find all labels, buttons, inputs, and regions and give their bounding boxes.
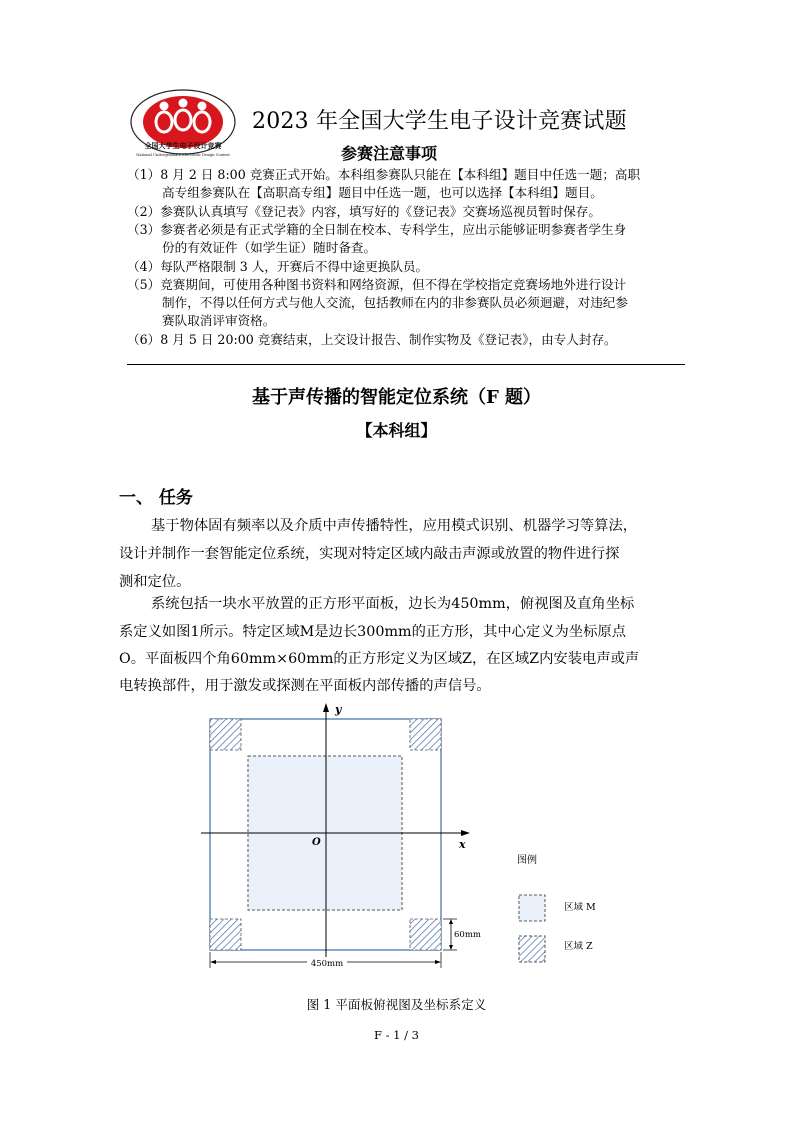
x-axis-label: x [459, 838, 466, 851]
legend-label-z: 区域 Z [564, 941, 593, 952]
notice-line: （2）参赛队认真填写《登记表》内容，填写好的《登记表》交赛场巡视员暂时保存。 [127, 204, 601, 219]
figure-caption: 图 1 平面板俯视图及坐标系定义 [306, 997, 487, 1012]
figure-plate-diagram [195, 700, 615, 980]
document-title: 2023 年全国大学生电子设计竞赛试题 [252, 109, 627, 134]
region-z-bottom-left [210, 919, 241, 950]
region-z-bottom-right [410, 919, 441, 950]
notice-line: 制作，不得以任何方式与他人交流，包括教师在内的非参赛队员必须迴避，对违纪参 [162, 295, 628, 310]
problem-title: 基于声传播的智能定位系统（F 题） [251, 387, 542, 408]
notice-title: 参赛注意事项 [341, 144, 438, 163]
notice-line: 高专组参赛队在【高职高专组】题目中任选一题，也可以选择【本科组】题目。 [162, 185, 603, 200]
legend-swatch-m [519, 895, 545, 921]
legend-title: 图例 [517, 855, 537, 866]
origin-label: O [312, 837, 321, 848]
legend-label-m: 区域 M [564, 902, 596, 913]
paragraph-line: 基于物体固有频率以及介质中声传播特性，应用模式识别、机器学习等算法， [151, 518, 638, 534]
notice-line: （3）参赛者必须是有正式学籍的全日制在校本、专科学生，应出示能够证明参赛者学生身 [127, 222, 627, 237]
paragraph-line: 系定义如图1所示。特定区域M是边长300mm的正方形，其中心定义为坐标原点 [119, 624, 627, 640]
y-axis-label: y [335, 703, 342, 716]
svg-text:全国大学生电子设计竞赛: 全国大学生电子设计竞赛 [144, 141, 222, 150]
width-dim-label: 450mm [310, 959, 344, 969]
paragraph-line: 测和定位。 [119, 574, 191, 590]
notice-line: （5）竞赛期间，可使用各种图书资料和网络资源，但不得在学校指定竞赛场地外进行设计 [127, 277, 627, 292]
x-axis-arrow [461, 830, 470, 836]
notice-line: 份的有效证件（如学生证）随时备查。 [162, 240, 377, 255]
group-label: 【本科组】 [356, 421, 437, 440]
contest-logo [127, 86, 239, 160]
notice-line: 赛队取消评审资格。 [162, 313, 276, 328]
region-z-top-left [210, 719, 241, 750]
section-heading: 一、 任务 [119, 488, 193, 508]
paragraph-line: 电转换部件，用于激发或探测在平面板内部传播的声信号。 [119, 678, 491, 694]
paragraph-line: 设计并制作一套智能定位系统，实现对特定区域内敲击声源或放置的物件进行探 [119, 546, 620, 562]
corner-dim-label: 60mm [454, 930, 481, 940]
divider-rule [127, 364, 685, 365]
paragraph-line: 系统包括一块水平放置的正方形平面板，边长为450mm，俯视图及直角坐标 [151, 596, 635, 612]
page-number: F - 1 / 3 [374, 1028, 419, 1042]
legend-swatch-z [519, 936, 545, 962]
paragraph-line: O。平面板四个角60mm×60mm的正方形定义为区域Z，在区域Z内安装电声或声 [119, 651, 640, 667]
region-z-top-right [410, 719, 441, 750]
notice-line: （4）每队严格限制 3 人，开赛后不得中途更换队员。 [127, 259, 429, 274]
y-axis-arrow [323, 703, 329, 712]
svg-text:National Undergraduate Electro: National Undergraduate Electronic Design Contest [136, 153, 230, 157]
notice-line: （6）8 月 5 日 20:00 竞赛结束，上交设计报告、制作实物及《登记表》，由专人封存。 [127, 332, 617, 347]
notice-line: （1）8 月 2 日 8:00 竞赛正式开始。本科组参赛队只能在【本科组】题目中任选一题；高职 [127, 167, 641, 182]
